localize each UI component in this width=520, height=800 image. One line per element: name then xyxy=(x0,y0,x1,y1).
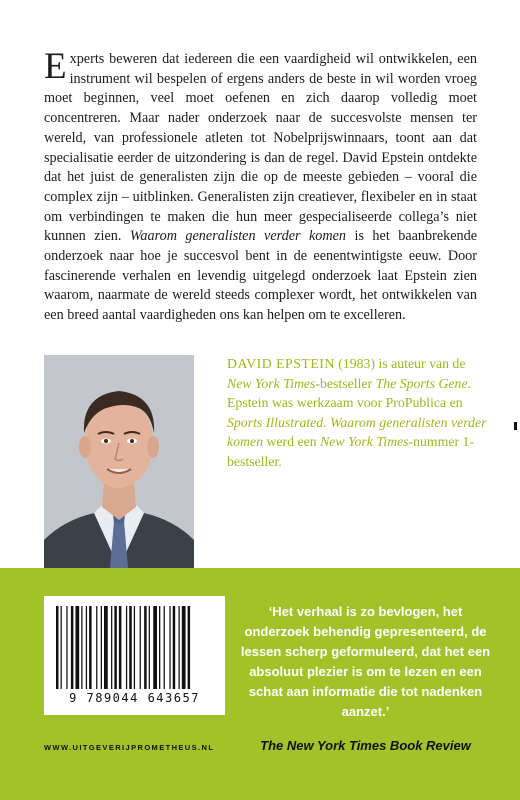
isbn-number: 9 789044 643657 xyxy=(69,691,200,705)
author-photo xyxy=(44,355,194,568)
blurb-text-2: is het baanbrekende onderzoek naar hoe je succesvol bent in de eenentwintigste eeuw. Door fascinerende verhalen en levendig uitgelegd onderzoek laat Epstein zien waarom, naarmate de wereld steeds complexer wordt, het ontwikkelen van een breed aantal vaardigheden ons kan helpen om te excelleren. xyxy=(44,228,478,324)
author-bio-text: -nummer 1-bestseller. xyxy=(227,434,475,469)
drop-cap: E xyxy=(44,46,67,87)
author-bio-italic: Sports Illustrated. Waarom generalisten verder komen xyxy=(227,414,487,450)
barcode xyxy=(44,596,225,715)
review-source: The New York Times Book Review xyxy=(260,738,471,753)
margin-mark xyxy=(514,422,517,430)
author-name: DAVID EPSTEIN xyxy=(227,356,335,371)
author-bio-text: (1983) is auteur van de xyxy=(334,356,466,371)
author-bio-text: . Epstein was werkzaam voor ProPublica en xyxy=(227,375,472,411)
author-bio-italic: New York Times xyxy=(227,375,316,391)
author-bio-italic: New York Times xyxy=(320,434,409,450)
blurb-text-1: xperts beweren dat iedereen die een vaardigheid wil ontwikkelen, een instrument wil bespelen of ergens anders de beste in wil worden vroeg moet beginnen, veel moet oefenen en zich daarop volledig moet concentreren. Maar nader onderzoek naar de succesvolste mensen ter wereld, van professionele atleten tot Nobelprijswinnaars, toont aan dat specialisatie eerder de uitzondering is dan de regel. David Epstein ontdekte dat het juist de generalisten zijn die op de meeste gebieden – vooral die complex zijn – uitblinken. Generalisten zijn creatiever, flexibeler en in staat om verbindingen te maken die hun meer gespecialiseerde collega’s niet kunnen zien. xyxy=(44,51,477,245)
barcode-bars xyxy=(56,606,213,689)
blurb-title-italic: Waarom generalisten verder komen xyxy=(129,228,347,245)
publisher-url: WWW.UITGEVERIJPROMETHEUS.NL xyxy=(44,743,215,752)
author-bio xyxy=(227,354,489,472)
book-blurb xyxy=(44,46,478,326)
author-bio-text: werd een xyxy=(263,434,321,450)
author-bio-italic: The Sports Gene xyxy=(375,375,468,391)
review-quote: ‘Het verhaal is zo bevlogen, het onderzoek behendig gepresenteerd, de lessen scherp geformuleerd, dat het een absoluut plezier is om te lezen en een schat aan informatie die tot nadenken aanzet.’ xyxy=(240,604,491,719)
author-bio-text: -bestseller xyxy=(315,375,376,391)
